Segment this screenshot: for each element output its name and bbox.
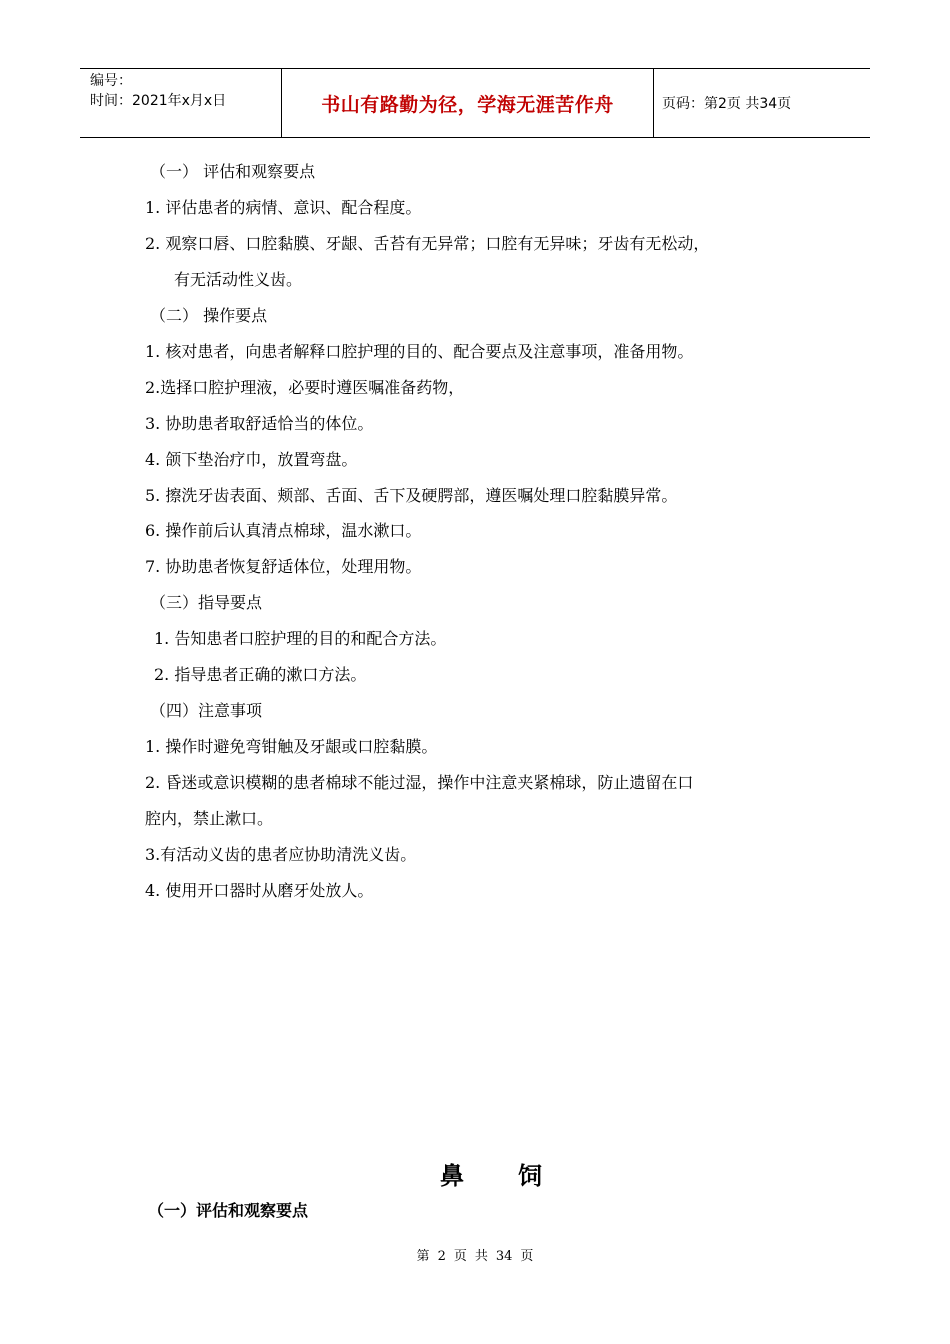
section-subhead: （一）评估和观察要点 (148, 1201, 309, 1220)
motto: 书山有路勤为径，学海无涯苦作舟 (282, 69, 654, 137)
footer-total-unit: 页 (520, 1249, 534, 1264)
content-line: 2. 指导患者正确的漱口方法。 (154, 665, 367, 684)
footer-page-unit: 页 (453, 1249, 467, 1264)
footer-page-num: 2 (437, 1249, 446, 1264)
header-left-cell (80, 69, 282, 137)
header-table (80, 68, 870, 138)
footer-page-label: 第 (416, 1249, 430, 1264)
page-info: 页码：第2页 共34页 (662, 96, 792, 112)
date-line: 时间：2021年x月x日 (90, 93, 227, 109)
content-line: （三）指导要点 (150, 593, 263, 612)
content-line: 2. 昏迷或意识模糊的患者棉球不能过湿，操作中注意夹紧棉球，防止遗留在口 (145, 773, 694, 792)
content-line: （一） 评估和观察要点 (150, 162, 316, 181)
content-line: 6. 操作前后认真清点棉球，温水漱口。 (145, 521, 422, 540)
footer-total-num: 34 (495, 1249, 513, 1264)
content-line: 3.有活动义齿的患者应协助清洗义齿。 (145, 845, 417, 864)
content-line: （四）注意事项 (150, 701, 263, 720)
content-line: （二） 操作要点 (150, 306, 268, 325)
page-footer (0, 1245, 950, 1264)
content-line: 腔内，禁止漱口。 (145, 809, 274, 828)
content-line: 1. 告知患者口腔护理的目的和配合方法。 (154, 629, 447, 648)
content-line: 1. 核对患者，向患者解释口腔护理的目的、配合要点及注意事项，准备用物。 (145, 342, 694, 361)
content-line: 有无活动性义齿。 (174, 270, 303, 289)
content-line: 2. 观察口唇、口腔黏膜、牙龈、舌苔有无异常；口腔有无异味；牙齿有无松动， (145, 234, 710, 253)
content-line: 7. 协助患者恢复舒适体位，处理用物。 (145, 557, 422, 576)
content-line: 2.选择口腔护理液，必要时遵医嘱准备药物， (145, 378, 465, 397)
code-label: 编号： (90, 73, 132, 89)
content-line: 1. 操作时避免弯钳触及牙龈或口腔黏膜。 (145, 737, 438, 756)
content-line: 5. 擦洗牙齿表面、颊部、舌面、舌下及硬腭部，遵医嘱处理口腔黏膜异常。 (145, 486, 678, 505)
content-line: 1. 评估患者的病情、意识、配合程度。 (145, 198, 422, 217)
footer-total-label: 共 (474, 1249, 488, 1264)
content-line: 4. 使用开口器时从磨牙处放人。 (145, 881, 374, 900)
section-title: 鼻饲 (440, 1162, 596, 1190)
content-line: 3. 协助患者取舒适恰当的体位。 (145, 414, 374, 433)
content-line: 4. 颌下垫治疗巾，放置弯盘。 (145, 450, 358, 469)
